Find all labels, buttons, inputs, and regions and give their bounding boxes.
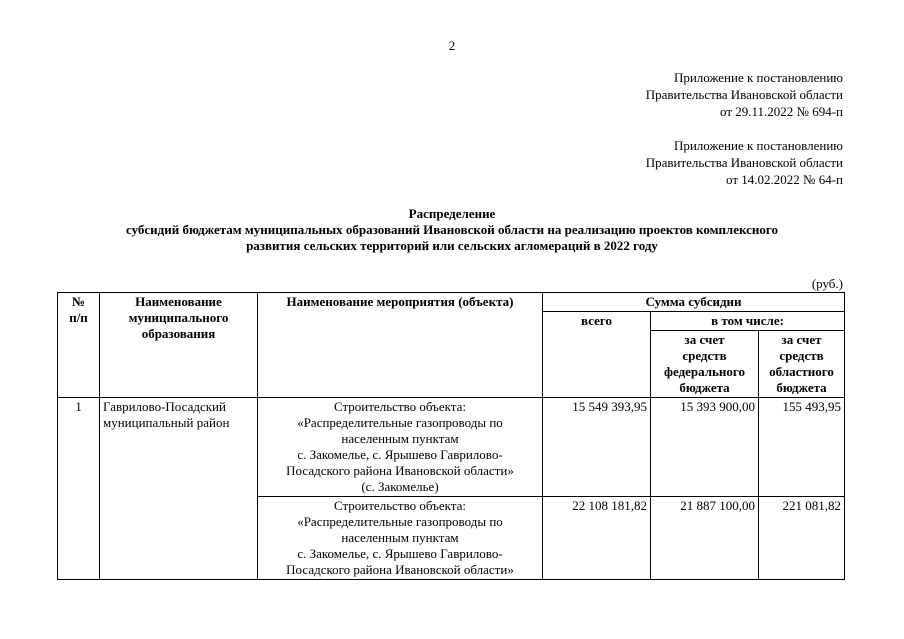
subsidy-table	[57, 292, 845, 580]
row-event-line6: (с. Закомелье)	[361, 479, 439, 494]
header-regional	[759, 331, 845, 398]
row-event-line1: Строительство объекта:	[333, 498, 467, 513]
appendix-original-line2: Правительства Ивановской области	[645, 155, 843, 170]
table-row	[58, 398, 845, 497]
header-regional-line2: средств	[779, 348, 824, 363]
appendix-current-line3: от 29.11.2022 № 694-п	[720, 104, 843, 119]
appendix-original	[646, 137, 843, 188]
row-event	[258, 497, 543, 580]
currency-unit: (руб.)	[811, 276, 843, 291]
page-number: 2	[448, 38, 456, 53]
row-event	[258, 398, 543, 497]
header-federal	[651, 331, 759, 398]
header-federal-line1: за счет	[684, 332, 725, 347]
row-event-line2: «Распределительные газопроводы по	[297, 514, 503, 529]
header-including: в том числе:	[651, 312, 845, 331]
header-row-1	[58, 293, 845, 312]
row-regional: 155 493,95	[759, 398, 845, 497]
header-municipality	[100, 293, 258, 398]
title-line1: Распределение	[408, 206, 496, 221]
row-event-line5: Посадского района Ивановской области»	[286, 562, 514, 577]
appendix-original-line1: Приложение к постановлению	[673, 138, 843, 153]
header-subsidy-sum: Сумма субсидии	[543, 293, 845, 312]
header-num	[58, 293, 100, 398]
header-event: Наименование мероприятия (объекта)	[258, 293, 543, 398]
row-event-line4: с. Закомелье, с. Ярышево Гаврилово-	[297, 447, 503, 462]
row-federal: 21 887 100,00	[651, 497, 759, 580]
row-total: 15 549 393,95	[543, 398, 651, 497]
header-municipality-line2: муниципального	[128, 310, 229, 325]
header-federal-line4: бюджета	[679, 380, 730, 395]
row-municipality-line2: муниципальный район	[103, 415, 230, 430]
row-federal: 15 393 900,00	[651, 398, 759, 497]
appendix-current-line1: Приложение к постановлению	[673, 70, 843, 85]
row-event-line3: населенным пунктам	[341, 431, 459, 446]
appendix-original-line3: от 14.02.2022 № 64-п	[726, 172, 843, 187]
header-total: всего	[543, 312, 651, 398]
header-municipality-line3: образования	[141, 326, 216, 341]
header-federal-line3: федерального	[663, 364, 746, 379]
row-municipality-line1: Гаврилово-Посадский	[103, 399, 226, 414]
appendix-current-line2: Правительства Ивановской области	[645, 87, 843, 102]
row-total: 22 108 181,82	[543, 497, 651, 580]
row-num: 1	[58, 398, 100, 580]
document-title	[40, 206, 864, 254]
header-regional-line3: областного	[769, 364, 834, 379]
row-event-line3: населенным пунктам	[341, 530, 459, 545]
appendix-current	[646, 69, 843, 120]
row-event-line2: «Распределительные газопроводы по	[297, 415, 503, 430]
row-regional: 221 081,82	[759, 497, 845, 580]
header-federal-line2: средств	[682, 348, 727, 363]
row-event-line5: Посадского района Ивановской области»	[286, 463, 514, 478]
header-num-line1: №	[71, 294, 86, 309]
header-regional-line1: за счет	[781, 332, 822, 347]
title-line3: развития сельских территорий или сельских агломераций в 2022 году	[246, 238, 658, 253]
row-event-line1: Строительство объекта:	[333, 399, 467, 414]
header-num-line2: п/п	[69, 310, 88, 325]
title-line2: субсидий бюджетам муниципальных образований Ивановской области на реализацию проектов комплексного	[125, 222, 779, 237]
header-regional-line4: бюджета	[776, 380, 827, 395]
header-municipality-line1: Наименование	[135, 294, 222, 309]
row-municipality	[100, 398, 258, 580]
row-event-line4: с. Закомелье, с. Ярышево Гаврилово-	[297, 546, 503, 561]
